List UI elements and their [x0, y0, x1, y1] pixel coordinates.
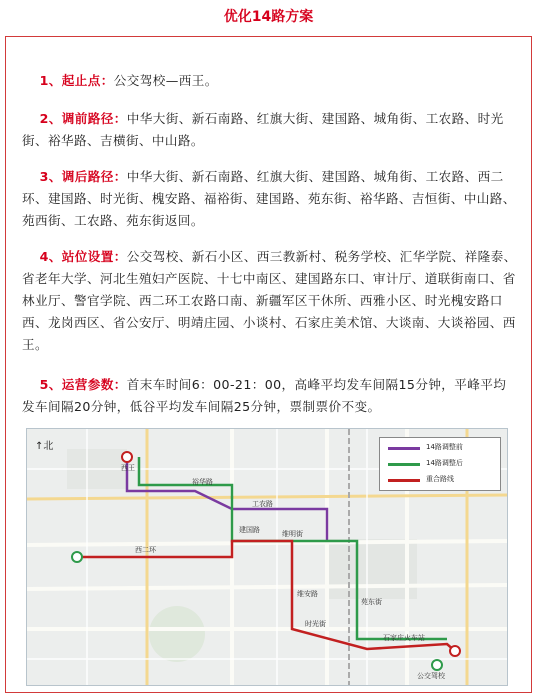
map-label-jianguo: 建国路: [239, 526, 260, 534]
map-label-xierhuan: 西二环: [135, 546, 156, 554]
section-text: 公交驾校—西王。: [113, 73, 218, 88]
section-text: 中华大街、新石南路、红旗大街、建国路、城角街、工农路、西二环、建国路、时光街、槐安路、福裕街、建国路、苑东街、裕华路、吉恒街、中山路、苑西街、工农路、苑东街返回。: [22, 169, 516, 228]
section-label: 5、运营参数：: [39, 377, 127, 392]
section-route-after: [22, 166, 518, 232]
legend-swatch: [388, 447, 420, 450]
map-label-xiwang: 西王: [121, 464, 135, 472]
page-title: 优化14路方案: [223, 9, 314, 25]
route-map[interactable]: [26, 428, 508, 686]
section-start-end: [22, 70, 518, 92]
north-arrow-icon: ↑北: [35, 441, 54, 452]
map-label-gongnong: 工农路: [252, 500, 273, 508]
section-label: 2、调前路径：: [39, 111, 127, 126]
map-label-yuandong: 苑东街: [361, 598, 382, 606]
section-label: 4、站位设置：: [39, 249, 127, 264]
section-text: 首末车时间6：00-21：00，高峰平均发车间隔15分钟，平峰平均发车间隔20分钟，低谷平均发车间隔25分钟，票制票价不变。: [22, 377, 507, 414]
section-operations: [22, 374, 518, 418]
map-label-yuhua: 裕华路: [192, 478, 213, 486]
map-label-weiming: 维明街: [282, 530, 303, 538]
legend-swatch: [388, 479, 420, 482]
map-label-gongjiao-jiaxiao: 公交驾校: [417, 672, 445, 680]
section-text: 公交驾校、新石小区、西三教新村、税务学校、汇华学院、祥隆泰、省老年大学、河北生殖妇产医院、十七中南区、建国路东口、审计厅、道联街南口、省林业厅、警官学院、西二环工农路口南、新疆军区干休所、西雅小区、时光槐安路口西、龙岗西区、省公安厅、明靖庄园、小谈村、石家庄美术馆、大谈南、大谈裕园、西王。: [22, 249, 517, 352]
section-label: 1、起止点：: [39, 73, 114, 88]
section-route-before: [22, 108, 518, 152]
section-text: 中华大街、新石南路、红旗大街、建国路、城角街、工农路、时光街、裕华路、吉横街、中山路。: [22, 111, 504, 148]
section-stops: [22, 246, 518, 356]
map-label-shiguang: 时光街: [305, 620, 326, 628]
section-label: 3、调后路径：: [39, 169, 127, 184]
map-legend: 14路调整前 14路调整后 重合路线: [379, 437, 501, 491]
map-label-station: 石家庄火车站: [383, 634, 425, 642]
map-label-weian: 维安路: [297, 590, 318, 598]
legend-swatch: [388, 463, 420, 466]
